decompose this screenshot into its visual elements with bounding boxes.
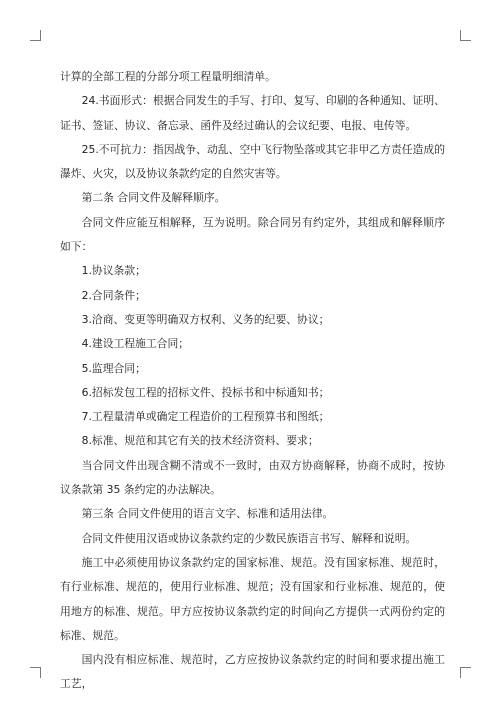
crop-mark-top-left xyxy=(30,30,41,41)
paragraph-clause-24: 24.书面形式：根据合同发生的手写、打印、复写、印刷的各种通知、证明、证书、签证、协议、备忘录、函件及经过确认的会议纪要、电报、电传等。 xyxy=(60,94,445,132)
article-2-heading: 第二条 合同文件及解释顺序。 xyxy=(81,191,226,205)
paragraph-no-domestic-standards: 国内没有相应标准、规范时，乙方应按协议条款约定的时间和要求提出施工工艺， xyxy=(60,653,445,691)
paragraph-clause-25: 25.不可抗力：指因战争、动乱、空中飞行物坠落或其它非甲乙方责任造成的瀑炸、火灾，以及协议条款约定的自然灾害等。 xyxy=(60,142,445,181)
list-item-2: 2.合同条件； xyxy=(81,288,146,302)
list-item-4: 4.建设工程施工合同； xyxy=(81,337,190,351)
crop-mark-bottom-left xyxy=(30,667,41,678)
paragraph-continuation: 计算的全部工程的分部分项工程量明细清单。 xyxy=(60,70,276,83)
article-3-heading: 第三条 合同文件使用的语言文字、标准和适用法律。 xyxy=(81,507,334,521)
crop-mark-top-right xyxy=(460,30,471,41)
paragraph-interpretation-order: 合同文件应能互相解释，互为说明。除合同另有约定外，其组成和解释顺序如下： xyxy=(60,215,445,254)
list-item-6: 6.招标发包工程的招标文件、投标书和中标通知书； xyxy=(81,385,330,399)
crop-mark-bottom-right xyxy=(460,667,471,678)
paragraph-standards: 施工中必须使用协议条款约定的国家标准、规范。没有国家标准、规范时，有行业标准、规范的，使用行业标准、规范；没有国家和行业标准、规范的，使用地方的标准、规范。甲方应按协议条款约定的时间向乙方提供一式两份约定的标准、规范。 xyxy=(60,555,445,642)
list-item-3: 3.洽商、变更等明确双方权利、义务的纪要、协议； xyxy=(81,312,330,326)
list-item-7: 7.工程量清单或确定工程造价的工程预算书和图纸； xyxy=(81,410,330,424)
list-item-1: 1.协议条款； xyxy=(81,264,146,278)
list-item-5: 5.监理合同； xyxy=(81,361,146,375)
paragraph-language: 合同文件使用汉语或协议条款约定的少数民族语言书写、解释和说明。 xyxy=(81,531,417,545)
list-item-8: 8.标准、规范和其它有关的技术经济资料、要求； xyxy=(81,434,319,448)
document-body xyxy=(60,65,445,697)
paragraph-ambiguity-resolution: 当合同文件出现含糊不清或不一致时，由双方协商解释，协商不成时，按协议条款第 35 条约定的办法解决。 xyxy=(60,458,445,497)
